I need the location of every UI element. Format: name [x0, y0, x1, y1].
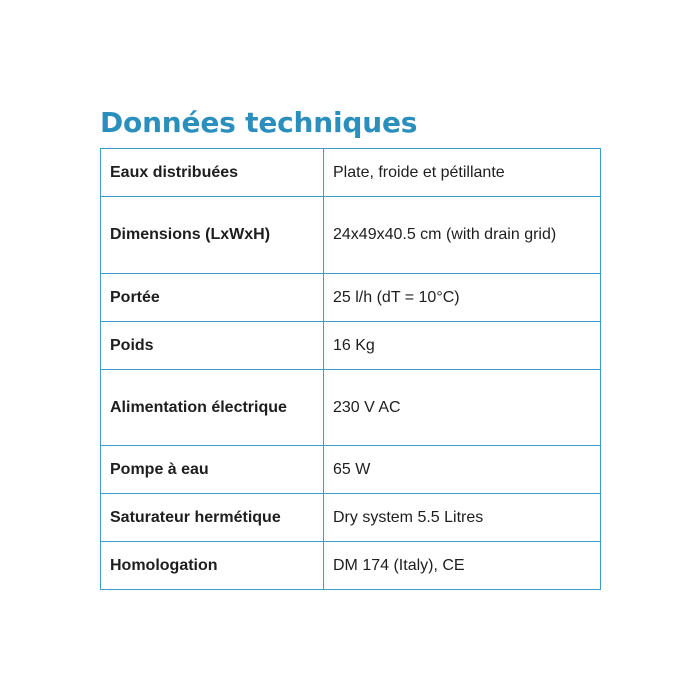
spec-label: Pompe à eau — [101, 446, 324, 494]
spec-value: Dry system 5.5 Litres — [324, 494, 601, 542]
specifications-table — [100, 148, 601, 590]
spec-label: Poids — [101, 322, 324, 370]
table-row — [101, 446, 601, 494]
spec-label: Eaux distribuées — [101, 149, 324, 197]
spec-value: 65 W — [324, 446, 601, 494]
spec-value: 25 l/h (dT = 10°C) — [324, 274, 601, 322]
table-row — [101, 494, 601, 542]
table-row — [101, 322, 601, 370]
table-row — [101, 274, 601, 322]
spec-label: Portée — [101, 274, 324, 322]
section-title: Données techniques — [100, 106, 418, 139]
table-row — [101, 370, 601, 446]
spec-value: 24x49x40.5 cm (with drain grid) — [324, 197, 601, 274]
table-row — [101, 542, 601, 590]
spec-label: Alimentation électrique — [101, 370, 324, 446]
spec-label: Homologation — [101, 542, 324, 590]
spec-label: Dimensions (LxWxH) — [101, 197, 324, 274]
spec-label: Saturateur hermétique — [101, 494, 324, 542]
spec-value: 230 V AC — [324, 370, 601, 446]
spec-value: DM 174 (Italy), CE — [324, 542, 601, 590]
spec-value: Plate, froide et pétillante — [324, 149, 601, 197]
table-row — [101, 197, 601, 274]
spec-value: 16 Kg — [324, 322, 601, 370]
table-row — [101, 149, 601, 197]
